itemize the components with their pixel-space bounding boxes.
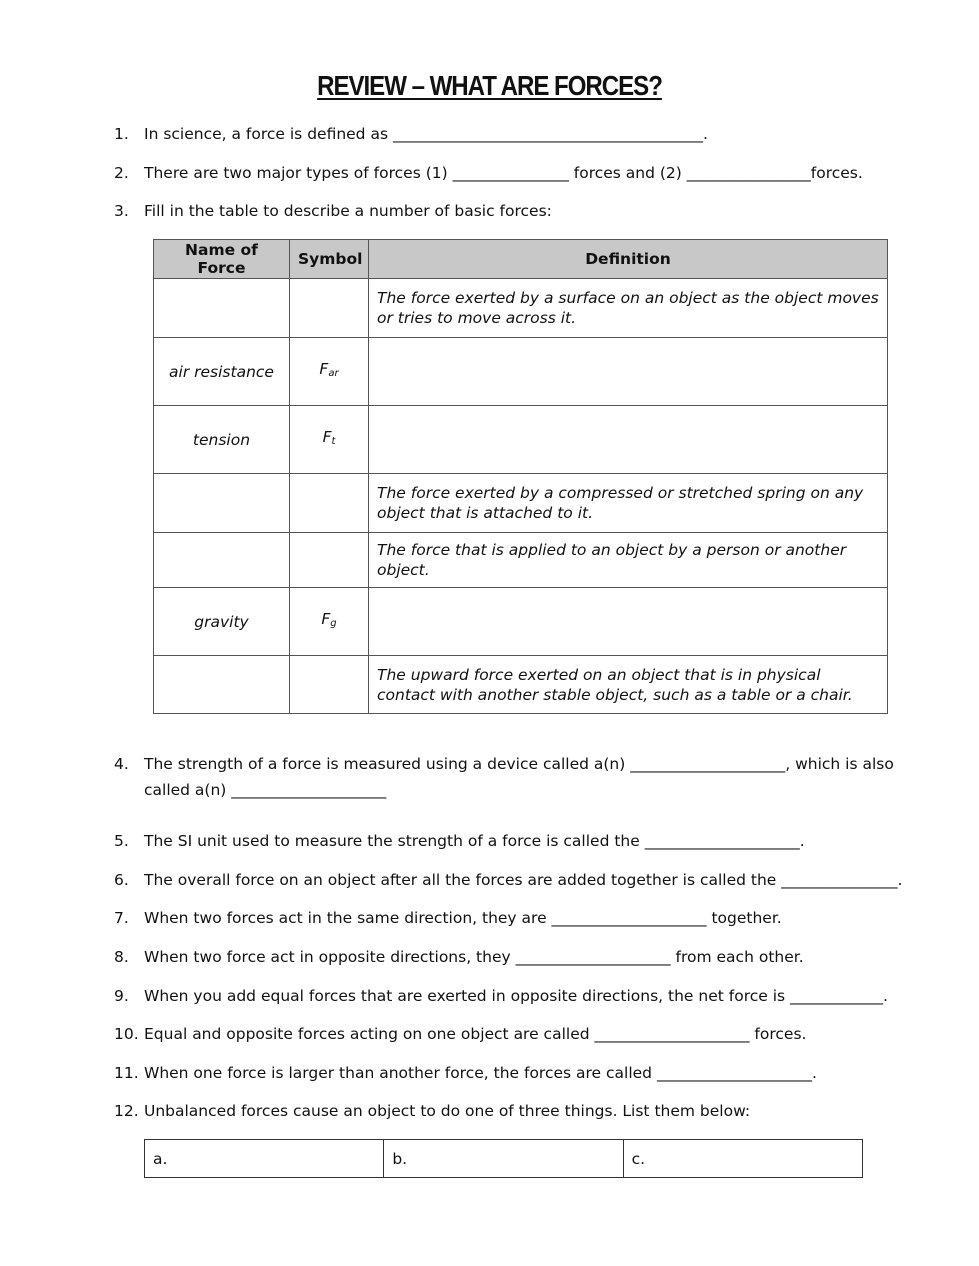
force-symbol-cell[interactable] <box>290 474 369 533</box>
force-symbol-cell <box>290 338 369 406</box>
question-number: 11. <box>114 1064 139 1082</box>
symbol-subscript: t <box>331 436 336 447</box>
question-text: When you add equal forces that are exerted in opposite directions, the net force is ____________. <box>144 987 888 1005</box>
symbol-subscript: g <box>330 618 337 629</box>
unbalanced-forces-answer-table <box>144 1139 863 1178</box>
question-8 <box>114 948 874 966</box>
question-number: 9. <box>114 987 129 1005</box>
question-3 <box>114 202 874 220</box>
worksheet-title: REVIEW – WHAT ARE FORCES? <box>317 70 662 101</box>
question-text: Unbalanced forces cause an object to do one of three things. List them below: <box>144 1102 751 1120</box>
question-text: The overall force on an object after all the forces are added together is called the _______________. <box>144 871 903 889</box>
table-row <box>154 338 888 406</box>
table-row <box>154 533 888 588</box>
header-symbol: Symbol <box>290 240 369 279</box>
table-row <box>154 474 888 533</box>
force-definition-cell: The force that is applied to an object by a person or another object. <box>369 533 888 588</box>
force-name-cell: gravity <box>154 588 290 656</box>
header-definition: Definition <box>369 240 888 279</box>
force-definition-cell: The upward force exerted on an object that is in physical contact with another stable object, such as a table or a chair. <box>369 656 888 714</box>
question-number: 10. <box>114 1025 139 1043</box>
forces-table <box>153 239 888 714</box>
force-name-cell: air resistance <box>154 338 290 406</box>
answer-cell-b[interactable]: b. <box>384 1140 623 1178</box>
force-name-cell[interactable] <box>154 533 290 588</box>
question-text: When two forces act in the same direction, they are ____________________ together. <box>144 909 782 927</box>
question-number: 5. <box>114 832 129 850</box>
symbol-subscript: ar <box>328 368 339 379</box>
force-definition-cell[interactable] <box>369 588 888 656</box>
question-text: In science, a force is defined as ________________________________________. <box>144 125 708 143</box>
question-text: When one force is larger than another force, the forces are called ____________________. <box>144 1064 817 1082</box>
force-definition-cell: The force exerted by a compressed or stretched spring on any object that is attached to it. <box>369 474 888 533</box>
question-10 <box>114 1025 874 1043</box>
question-number: 4. <box>114 755 129 773</box>
question-11 <box>114 1064 874 1082</box>
question-1 <box>114 125 874 143</box>
force-name-cell[interactable] <box>154 474 290 533</box>
question-text: Equal and opposite forces acting on one object are called ____________________ forces. <box>144 1025 807 1043</box>
question-number: 12. <box>114 1102 139 1120</box>
force-name-cell[interactable] <box>154 279 290 338</box>
force-symbol-cell <box>290 588 369 656</box>
question-number: 8. <box>114 948 129 966</box>
table-row <box>154 588 888 656</box>
question-7 <box>114 909 874 927</box>
symbol-base: F <box>319 360 329 378</box>
force-name-cell[interactable] <box>154 656 290 714</box>
force-definition-cell[interactable] <box>369 406 888 474</box>
question-text: The strength of a force is measured using a device called a(n) ____________________, which is also <box>144 755 894 773</box>
question-4 <box>114 755 894 799</box>
question-number: 1. <box>114 125 129 143</box>
force-name-cell: tension <box>154 406 290 474</box>
question-text-continued: called a(n) ____________________ <box>144 781 387 799</box>
question-number: 6. <box>114 871 129 889</box>
force-symbol-cell[interactable] <box>290 279 369 338</box>
question-2 <box>114 164 874 182</box>
answer-cell-a[interactable]: a. <box>145 1140 384 1178</box>
force-symbol-cell[interactable] <box>290 656 369 714</box>
question-number: 7. <box>114 909 129 927</box>
question-12 <box>114 1102 874 1120</box>
answer-cell-c[interactable]: c. <box>623 1140 862 1178</box>
question-9 <box>114 987 888 1005</box>
header-name-of-force: Name of Force <box>154 240 290 279</box>
question-text: There are two major types of forces (1) _______________ forces and (2) ________________forces. <box>144 164 863 182</box>
question-text: Fill in the table to describe a number of basic forces: <box>144 202 552 220</box>
force-symbol-cell[interactable] <box>290 533 369 588</box>
question-6 <box>114 871 903 889</box>
table-row <box>145 1140 863 1178</box>
question-text: When two force act in opposite directions, they ____________________ from each other. <box>144 948 804 966</box>
question-number: 2. <box>114 164 129 182</box>
symbol-base: F <box>322 428 332 446</box>
force-definition-cell[interactable] <box>369 338 888 406</box>
table-header-row <box>154 240 888 279</box>
table-row <box>154 656 888 714</box>
force-symbol-cell <box>290 406 369 474</box>
question-number: 3. <box>114 202 129 220</box>
table-row <box>154 406 888 474</box>
symbol-base: F <box>321 610 331 628</box>
table-row <box>154 279 888 338</box>
question-5 <box>114 832 874 850</box>
question-text: The SI unit used to measure the strength of a force is called the ____________________. <box>144 832 805 850</box>
force-definition-cell: The force exerted by a surface on an object as the object moves or tries to move across it. <box>369 279 888 338</box>
